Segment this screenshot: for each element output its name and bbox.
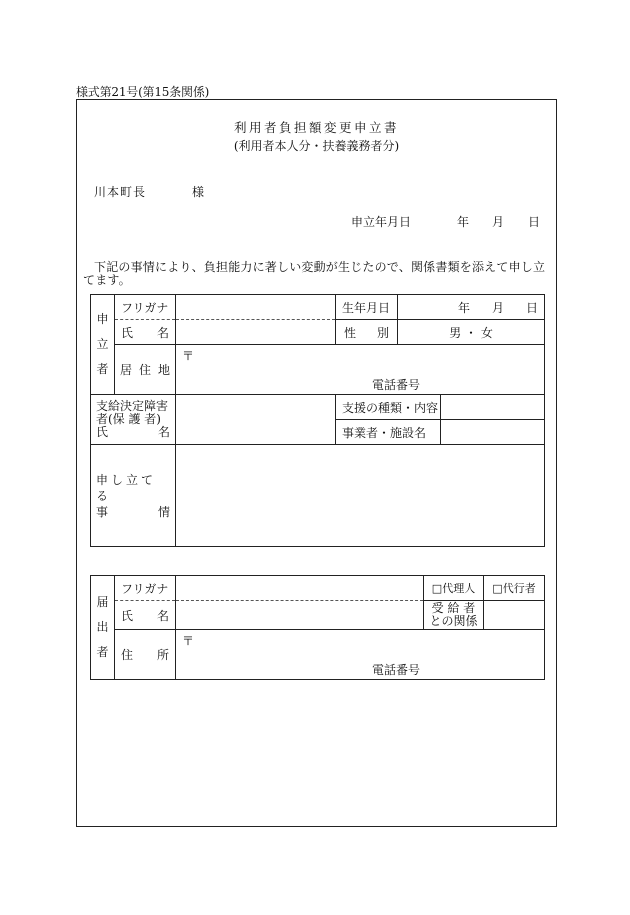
beneficiary-name-field[interactable] bbox=[176, 395, 336, 445]
notifier-furigana-label: フリガナ bbox=[115, 576, 176, 601]
relation-label: 受 給 者 との関係 bbox=[424, 601, 484, 630]
provider-field[interactable] bbox=[441, 420, 545, 445]
notifier-name-label: 氏 名 bbox=[115, 601, 176, 630]
beneficiary-label: 支給決定障害 者(保 護 者) 氏 名 bbox=[91, 395, 176, 445]
applicant-table bbox=[90, 294, 545, 547]
gender-options[interactable]: 男 ・ 女 bbox=[398, 320, 545, 345]
birth-month-label: 月 bbox=[491, 300, 504, 315]
applicant-furigana-field[interactable] bbox=[176, 295, 336, 320]
addressee: 川本町長 bbox=[94, 185, 147, 199]
statement-text: 下記の事情により、負担能力に著しい変動が生じたので、関係書類を添えて申し立てます。 bbox=[83, 260, 546, 287]
notifier-group-label: 届 出 者 bbox=[91, 576, 115, 680]
form-subtitle: (利用者本人分・扶養義務者分) bbox=[233, 139, 400, 153]
reason-label: 申し立てる 事 情 bbox=[91, 445, 176, 547]
applicant-name-field[interactable] bbox=[176, 320, 336, 345]
notifier-postal-mark: 〒 bbox=[182, 634, 195, 648]
application-day: 日 bbox=[528, 215, 541, 229]
provider-label: 事業者・施設名 bbox=[336, 420, 441, 445]
applicant-furigana-label: フリガナ bbox=[115, 295, 176, 320]
notifier-name-field[interactable] bbox=[176, 601, 424, 630]
application-year: 年 bbox=[457, 215, 470, 229]
applicant-name-label: 氏 名 bbox=[115, 320, 176, 345]
applicant-group-label: 申 立 者 bbox=[91, 295, 115, 395]
form-number: 様式第21号(第15条関係) bbox=[76, 85, 210, 99]
application-date-label: 申立年月日 bbox=[351, 215, 412, 229]
postal-mark: 〒 bbox=[182, 349, 195, 363]
gender-label: 性 別 bbox=[336, 320, 398, 345]
birthdate-label: 生年月日 bbox=[336, 295, 398, 320]
application-month: 月 bbox=[492, 215, 505, 229]
reason-field[interactable] bbox=[176, 445, 545, 547]
notifier-furigana-field[interactable] bbox=[176, 576, 424, 601]
notifier-address-label: 住 所 bbox=[115, 630, 176, 680]
residence-field[interactable] bbox=[176, 345, 545, 395]
applicant-phone-label: 電話番号 bbox=[372, 378, 421, 392]
notifier-address-field[interactable] bbox=[176, 630, 545, 680]
form-title: 利用者負担額変更申立書 bbox=[233, 120, 399, 135]
support-type-label: 支援の種類・内容 bbox=[336, 395, 441, 420]
proxy-checkbox[interactable]: □代行者 bbox=[484, 576, 545, 601]
support-type-field[interactable] bbox=[441, 395, 545, 420]
relation-field[interactable] bbox=[484, 601, 545, 630]
notifier-table bbox=[90, 575, 545, 680]
birth-day-label: 日 bbox=[526, 300, 539, 315]
honorific: 様 bbox=[192, 185, 205, 199]
agent-checkbox[interactable]: □代理人 bbox=[424, 576, 484, 601]
notifier-phone-label: 電話番号 bbox=[372, 663, 421, 677]
birth-year-label: 年 bbox=[457, 300, 470, 315]
residence-label: 居 住 地 bbox=[115, 345, 176, 395]
birthdate-field[interactable] bbox=[398, 295, 545, 320]
